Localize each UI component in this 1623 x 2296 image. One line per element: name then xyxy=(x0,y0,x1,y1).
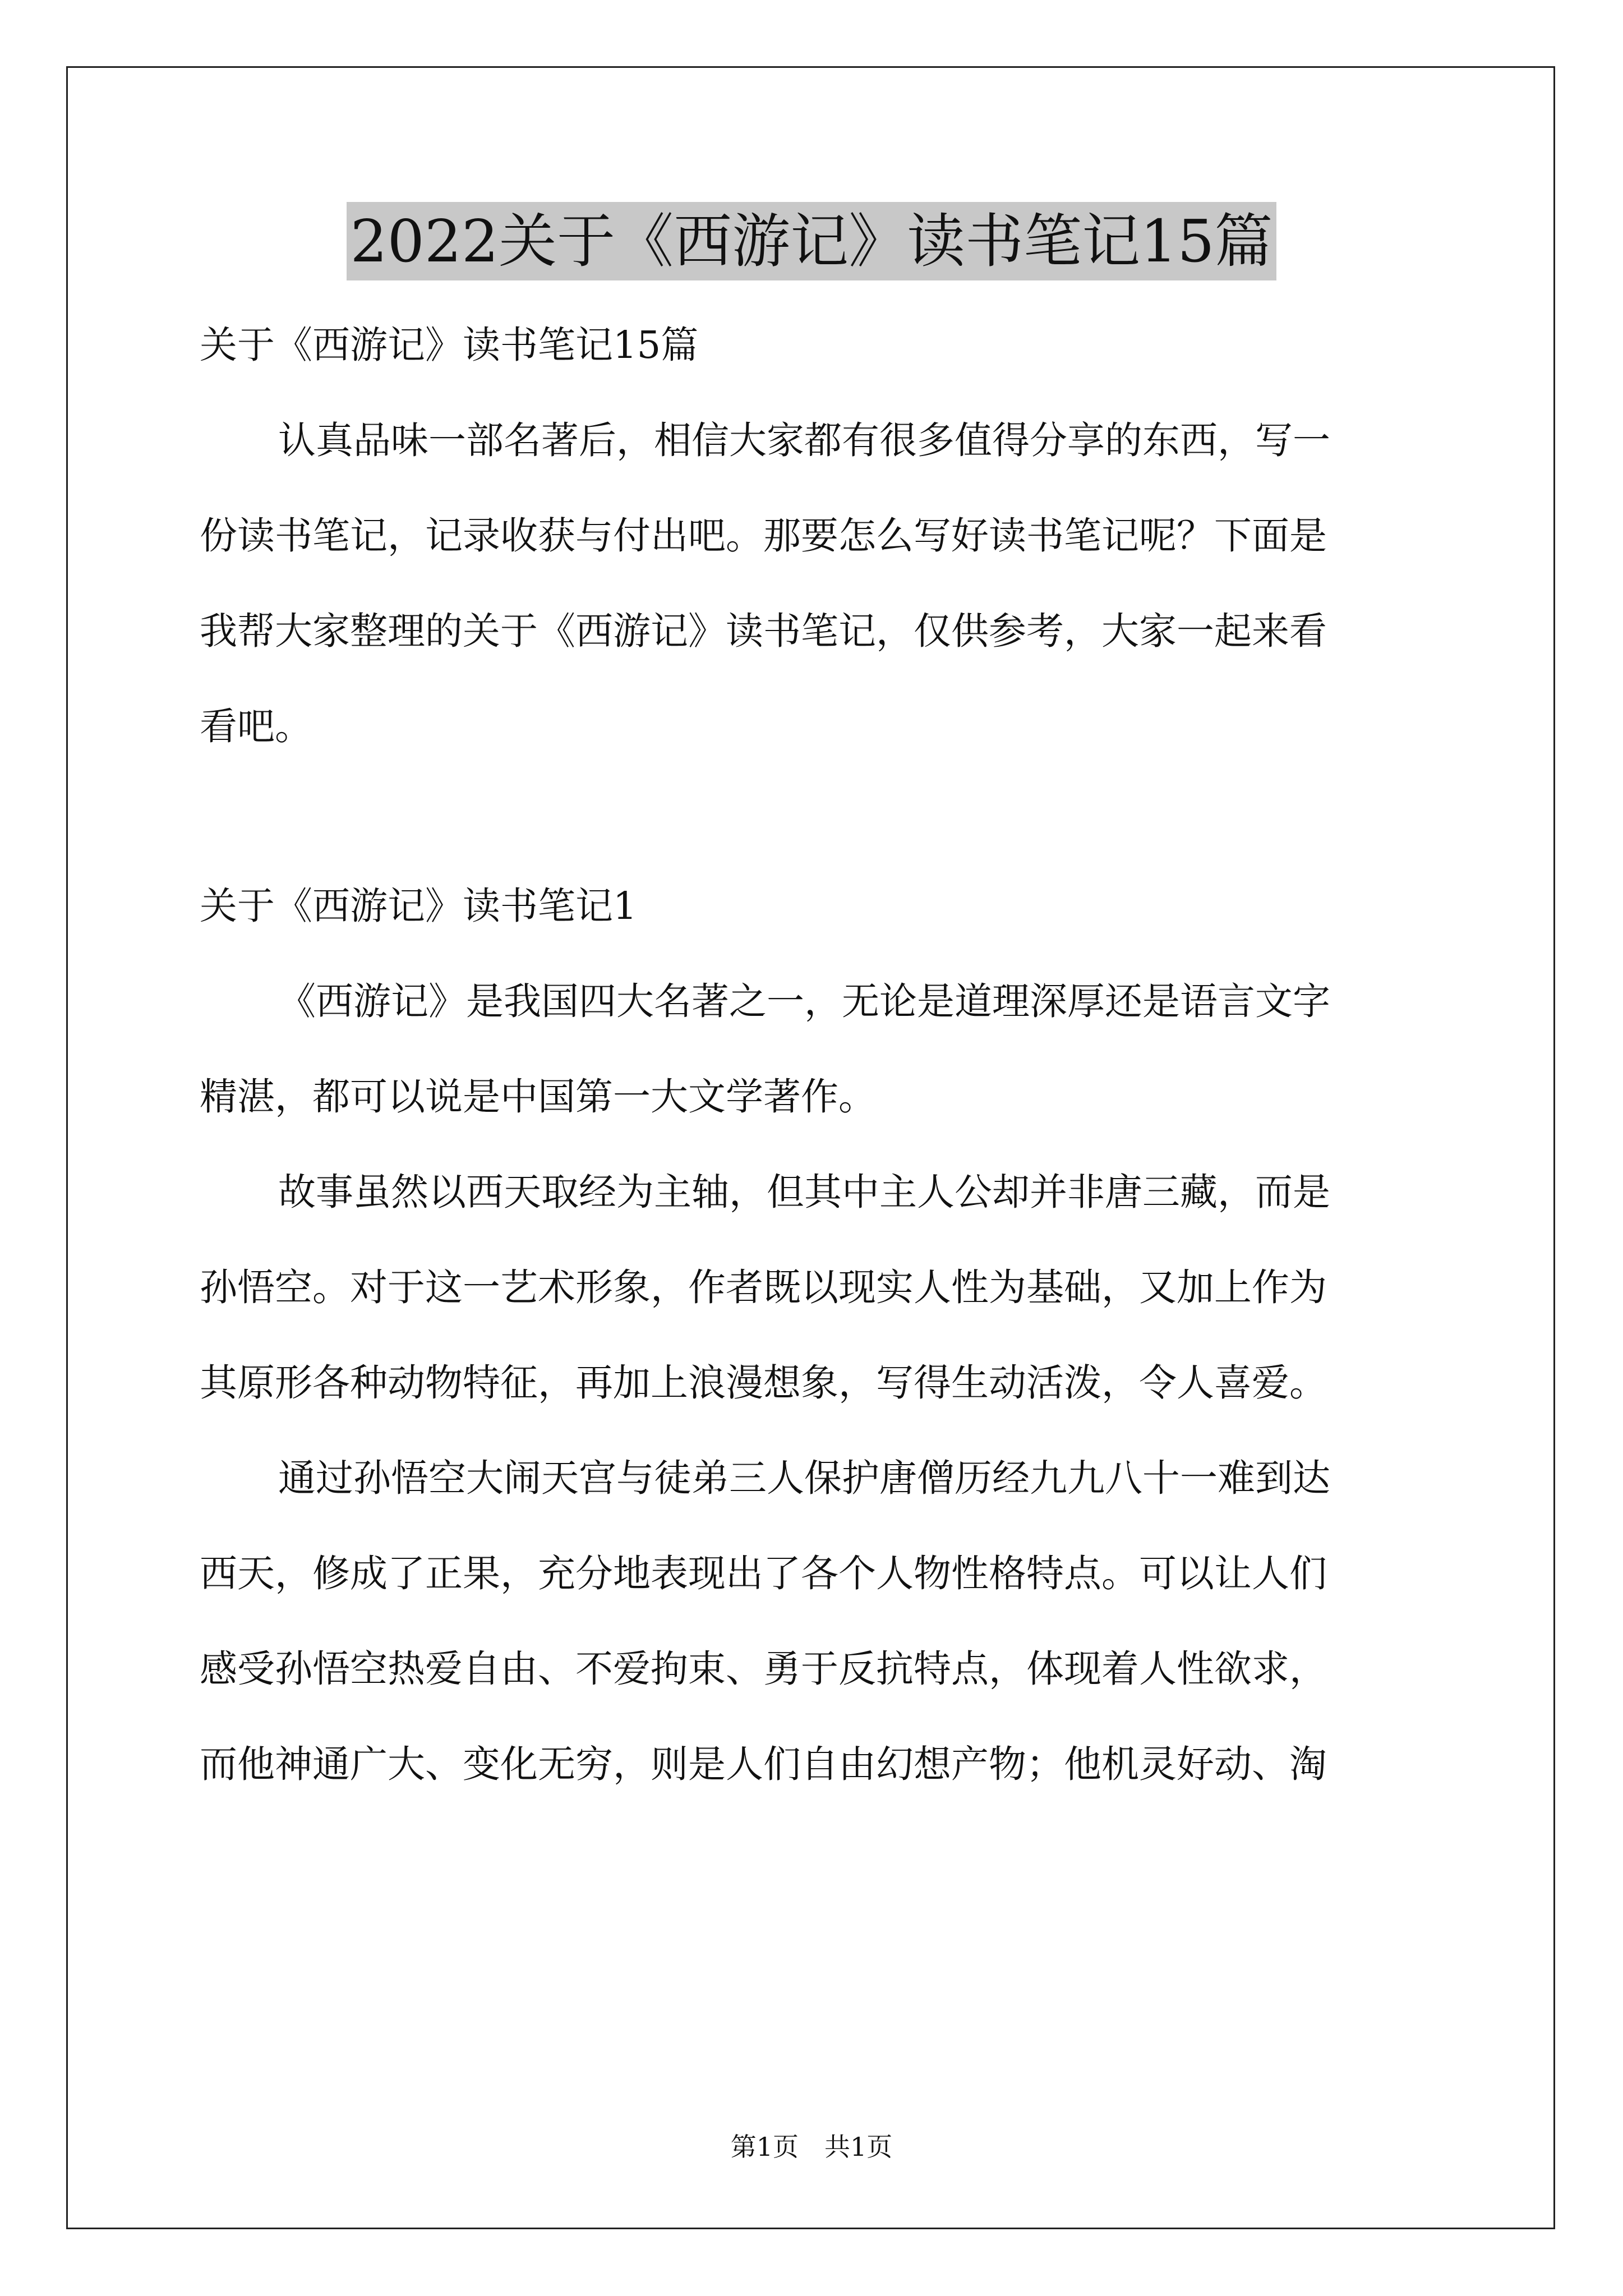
section1-paragraph3-line: 通过孙悟空大闹天宫与徒弟三人保护唐僧历经九九八十一难到达 xyxy=(278,1456,1330,1500)
intro-paragraph-line: 看吧。 xyxy=(200,705,312,748)
section1-paragraph2-line: 其原形各种动物特征，再加上浪漫想象，写得生动活泼，令人喜爱。 xyxy=(200,1361,1327,1405)
intro-paragraph-line: 我帮大家整理的关于《西游记》读书笔记，仅供参考，大家一起来看 xyxy=(200,609,1327,653)
document-title: 2022关于《西游记》读书笔记15篇 xyxy=(347,202,1276,280)
section1-paragraph2-line: 孙悟空。对于这一艺术形象，作者既以现实人性为基础，又加上作为 xyxy=(200,1266,1327,1309)
intro-paragraph-line: 份读书笔记，记录收获与付出吧。那要怎么写好读书笔记呢？下面是 xyxy=(200,514,1327,558)
section1-paragraph3-line: 西天，修成了正果，充分地表现出了各个人物性格特点。可以让人们 xyxy=(200,1552,1327,1595)
page-footer: 第1页 共1页 xyxy=(730,2132,893,2162)
section1-heading: 关于《西游记》读书笔记1 xyxy=(200,884,637,928)
title-container xyxy=(0,202,1623,280)
section1-paragraph3-line: 而他神通广大、变化无穷，则是人们自由幻想产物；他机灵好动、淘 xyxy=(200,1742,1327,1786)
section1-paragraph1-line: 精湛，都可以说是中国第一大文学著作。 xyxy=(200,1075,876,1119)
intro-heading: 关于《西游记》读书笔记15篇 xyxy=(200,323,699,367)
section1-paragraph2-line: 故事虽然以西天取经为主轴，但其中主人公却并非唐三藏，而是 xyxy=(278,1170,1330,1214)
section-gap xyxy=(200,774,1428,858)
document-body xyxy=(200,297,1428,1812)
intro-paragraph-line: 认真品味一部名著后，相信大家都有很多值得分享的东西，写一 xyxy=(278,418,1330,462)
section1-paragraph3-line: 感受孙悟空热爱自由、不爱拘束、勇于反抗特点，体现着人性欲求， xyxy=(200,1647,1327,1691)
section1-paragraph1-line: 《西游记》是我国四大名著之一，无论是道理深厚还是语言文字 xyxy=(278,979,1330,1023)
